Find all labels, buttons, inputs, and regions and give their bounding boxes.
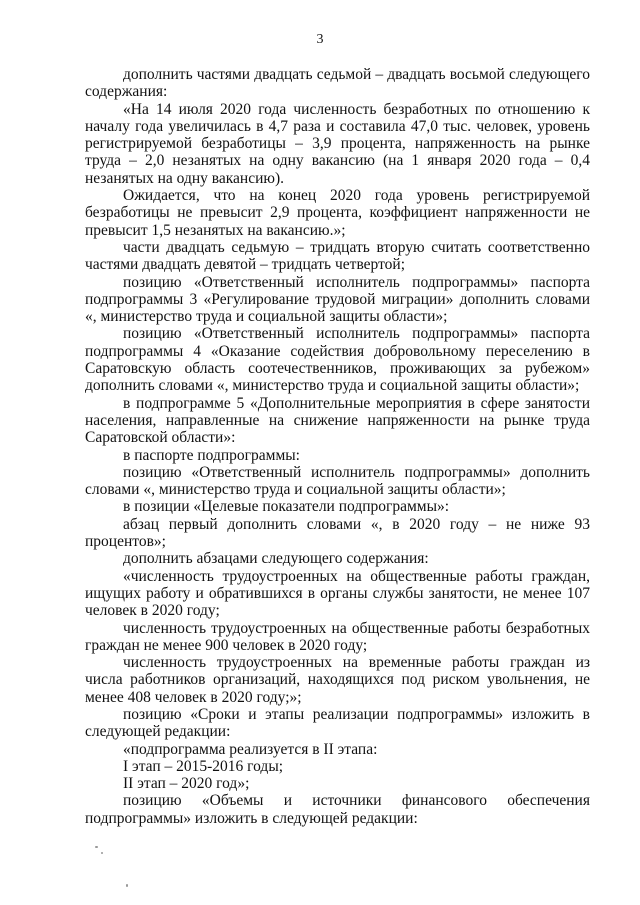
paragraph: позицию «Ответственный исполнитель подпрограммы» дополнить словами «, министерство труда и социальной защиты области»; xyxy=(85,463,590,499)
paragraph: части двадцать седьмую – тридцать вторую считать соответственно частями двадцать девятой – тридцать четвертой; xyxy=(85,238,590,274)
paragraph: в паспорте подпрограммы: xyxy=(123,446,300,464)
scan-speck xyxy=(101,852,103,854)
page-number: 3 xyxy=(316,32,324,47)
paragraph: в подпрограмме 5 «Дополнительные мероприятия в сфере занятости населения, направленные на снижение напряженности на рынке труда Саратовской области»: xyxy=(85,394,590,447)
paragraph: позицию «Объемы и источники финансового обеспечения подпрограммы» изложить в следующей редакции: xyxy=(85,792,590,827)
paragraph: Ожидается, что на конец 2020 года уровень регистрируемой безработицы не превысит 2,9 процента, коэффициент напряженности не превысит 1,5 незанятых на вакансию.»; xyxy=(85,187,590,239)
paragraph: дополнить абзацами следующего содержания: xyxy=(123,550,429,568)
paragraph: позицию «Ответственный исполнитель подпрограммы» паспорта подпрограммы 3 «Регулирование трудовой миграции» дополнить словами «, министерство труда и социальной защиты области»; xyxy=(85,273,590,326)
paragraph: абзац первый дополнить словами «, в 2020 году – не ниже 93 процентов»; xyxy=(85,515,590,551)
paragraph: I этап – 2015-2016 годы; xyxy=(123,757,284,775)
paragraph: дополнить частями двадцать седьмой – двадцать восьмой следующего содержания: xyxy=(85,66,590,101)
paragraph: «подпрограмма реализуется в II этапа: xyxy=(123,740,378,758)
paragraph: «На 14 июля 2020 года численность безработных по отношению к началу года увеличилась в 4,7 раза и составила 47,0 тыс. человек, уровень регистрируемой безработицы – 3,9 процента, напряженность на рынке труда – 2,0 незанятых на одну вакансию (на 1 января 2020 года – 0,4 незанятых на одну вакансию). xyxy=(85,100,590,187)
paragraph: численность трудоустроенных на общественные работы безработных граждан не менее 900 человек в 2020 году; xyxy=(85,619,590,654)
document-body xyxy=(85,66,590,827)
paragraph: численность трудоустроенных на временные работы граждан из числа работников организаций, находящихся под риском увольнения, не менее 408 человек в 2020 году;»; xyxy=(85,654,590,706)
paragraph: в позиции «Целевые показатели подпрограммы»: xyxy=(123,498,450,516)
scan-speck xyxy=(95,846,98,848)
paragraph: позицию «Сроки и этапы реализации подпрограммы» изложить в следующей редакции: xyxy=(85,705,590,741)
paragraph: «численность трудоустроенных на общественные работы граждан, ищущих работу и обратившихся в органы службы занятости, не менее 107 человек в 2020 году; xyxy=(85,567,590,620)
paragraph: позицию «Ответственный исполнитель подпрограммы» паспорта подпрограммы 4 «Оказание содействия добровольному переселению в Саратовскую область соотечественников, проживающих за рубежом» дополнить словами «, министерство труда и социальной защиты области»; xyxy=(85,325,590,395)
paragraph: II этап – 2020 год»; xyxy=(123,775,250,793)
scan-speck xyxy=(126,884,128,887)
